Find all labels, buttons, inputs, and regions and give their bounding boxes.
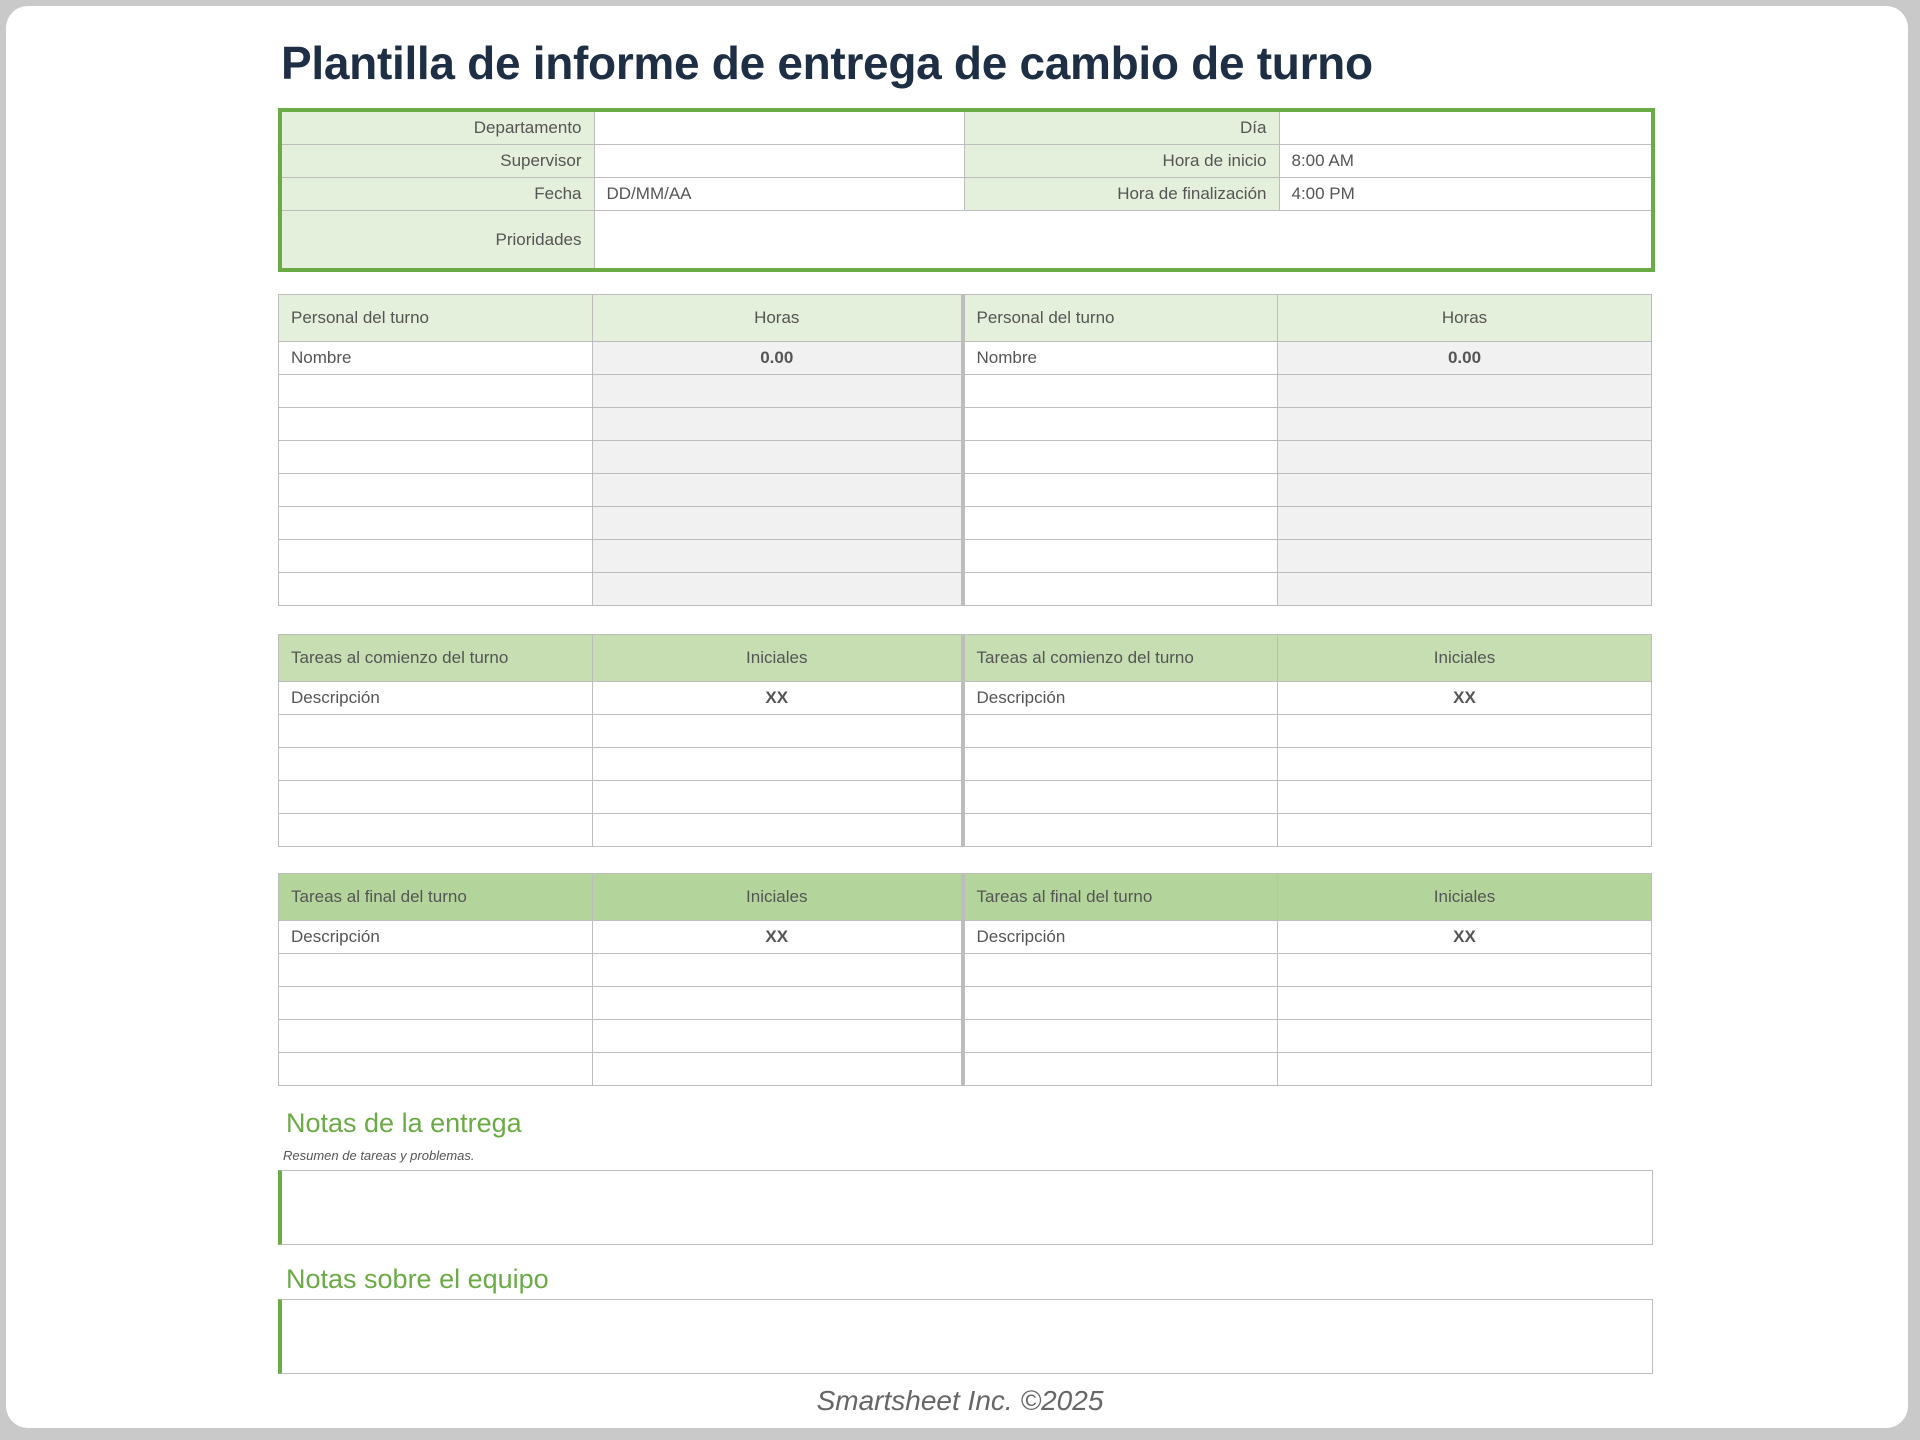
task-description-cell[interactable] — [963, 748, 1278, 781]
table-row — [279, 781, 1652, 814]
staff-name-cell[interactable] — [963, 474, 1278, 507]
staff-hours-cell — [1278, 408, 1652, 441]
staff-name-cell[interactable] — [963, 573, 1278, 606]
staff-name-cell[interactable] — [279, 441, 593, 474]
task-description-cell[interactable] — [279, 748, 593, 781]
task-description-cell[interactable] — [279, 954, 593, 987]
table-row — [279, 507, 1652, 540]
table-row — [279, 715, 1652, 748]
start-initials-header-left: Iniciales — [593, 635, 963, 682]
table-row — [279, 748, 1652, 781]
staff-hours-cell — [1278, 540, 1652, 573]
task-initials-cell[interactable] — [1278, 1020, 1652, 1053]
handover-notes-subtitle: Resumen de tareas y problemas. — [283, 1148, 475, 1163]
staff-name-cell[interactable] — [963, 441, 1278, 474]
fecha-field[interactable]: DD/MM/AA — [594, 178, 964, 211]
departamento-field[interactable] — [594, 110, 964, 145]
staff-hours-cell — [593, 507, 963, 540]
task-initials-cell[interactable] — [593, 715, 963, 748]
task-initials-cell[interactable] — [1278, 814, 1652, 847]
staff-hours-cell — [593, 408, 963, 441]
end-tasks-table — [278, 873, 1652, 1086]
staff-hours-cell — [1278, 507, 1652, 540]
document-page — [6, 6, 1908, 1428]
task-description-cell[interactable] — [279, 781, 593, 814]
staff-hours-cell — [593, 441, 963, 474]
task-initials-cell[interactable] — [593, 987, 963, 1020]
task-description-cell[interactable]: Descripción — [963, 682, 1278, 715]
table-row — [279, 987, 1652, 1020]
handover-notes-title: Notas de la entrega — [286, 1108, 522, 1138]
staff-name-cell[interactable] — [279, 375, 593, 408]
supervisor-field[interactable] — [594, 145, 964, 178]
prioridades-field[interactable] — [594, 211, 1653, 271]
task-initials-cell[interactable] — [1278, 781, 1652, 814]
hora-fin-field[interactable]: 4:00 PM — [1279, 178, 1653, 211]
table-row — [279, 573, 1652, 606]
departamento-label: Departamento — [280, 110, 594, 145]
footer-copyright: Smartsheet Inc. ©2025 — [816, 1385, 1104, 1416]
task-description-cell[interactable]: Descripción — [279, 921, 593, 954]
dia-label: Día — [964, 110, 1279, 145]
table-row — [279, 408, 1652, 441]
task-initials-cell[interactable]: XX — [593, 921, 963, 954]
hora-inicio-field[interactable]: 8:00 AM — [1279, 145, 1653, 178]
staff-hours-cell — [593, 540, 963, 573]
task-description-cell[interactable] — [963, 715, 1278, 748]
staff-name-cell[interactable] — [963, 375, 1278, 408]
end-initials-header-right: Iniciales — [1278, 874, 1652, 921]
task-initials-cell[interactable] — [1278, 987, 1652, 1020]
task-initials-cell[interactable]: XX — [1278, 921, 1652, 954]
task-initials-cell[interactable] — [1278, 748, 1652, 781]
fecha-label: Fecha — [280, 178, 594, 211]
hours-header-right: Horas — [1278, 295, 1652, 342]
hora-fin-label: Hora de finalización — [964, 178, 1279, 211]
dia-field[interactable] — [1279, 110, 1653, 145]
staff-hours-cell — [1278, 474, 1652, 507]
page-title: Plantilla de informe de entrega de cambio de turno — [281, 37, 1373, 89]
hora-inicio-label: Hora de inicio — [964, 145, 1279, 178]
task-description-cell[interactable] — [963, 1020, 1278, 1053]
staff-hours-cell — [1278, 573, 1652, 606]
task-description-cell[interactable] — [279, 987, 593, 1020]
staff-name-cell[interactable]: Nombre — [963, 342, 1278, 375]
equipment-notes-field[interactable] — [278, 1299, 1653, 1374]
task-description-cell[interactable] — [963, 954, 1278, 987]
table-row — [279, 441, 1652, 474]
prioridades-label: Prioridades — [280, 211, 594, 271]
task-initials-cell[interactable]: XX — [593, 682, 963, 715]
staff-hours-cell: 0.00 — [593, 342, 963, 375]
end-task-header-left: Tareas al final del turno — [279, 874, 593, 921]
start-initials-header-right: Iniciales — [1278, 635, 1652, 682]
task-description-cell[interactable]: Descripción — [963, 921, 1278, 954]
task-initials-cell[interactable] — [593, 781, 963, 814]
staff-table — [278, 294, 1652, 606]
staff-name-cell[interactable] — [279, 474, 593, 507]
end-initials-header-left: Iniciales — [593, 874, 963, 921]
task-description-cell[interactable] — [279, 1020, 593, 1053]
staff-name-cell[interactable] — [963, 507, 1278, 540]
task-initials-cell[interactable] — [1278, 1053, 1652, 1086]
task-initials-cell[interactable] — [593, 954, 963, 987]
table-row — [279, 1020, 1652, 1053]
task-initials-cell[interactable] — [593, 814, 963, 847]
staff-name-cell[interactable]: Nombre — [279, 342, 593, 375]
task-description-cell[interactable] — [963, 814, 1278, 847]
task-initials-cell[interactable]: XX — [1278, 682, 1652, 715]
table-row — [279, 375, 1652, 408]
staff-hours-cell: 0.00 — [1278, 342, 1652, 375]
equipment-notes-title: Notas sobre el equipo — [286, 1264, 549, 1294]
task-description-cell[interactable] — [279, 1053, 593, 1086]
task-initials-cell[interactable] — [1278, 715, 1652, 748]
handover-notes-field[interactable] — [278, 1170, 1653, 1245]
table-row — [279, 814, 1652, 847]
task-description-cell[interactable] — [963, 987, 1278, 1020]
staff-hours-cell — [593, 474, 963, 507]
shift-info-table — [278, 108, 1655, 272]
start-tasks-table — [278, 634, 1652, 847]
table-row — [279, 954, 1652, 987]
staff-header-right: Personal del turno — [963, 295, 1278, 342]
staff-name-cell[interactable] — [279, 408, 593, 441]
table-row — [279, 474, 1652, 507]
staff-hours-cell — [593, 375, 963, 408]
task-initials-cell[interactable] — [593, 1053, 963, 1086]
table-row — [279, 1053, 1652, 1086]
staff-hours-cell — [1278, 441, 1652, 474]
task-description-cell[interactable] — [963, 781, 1278, 814]
staff-name-cell[interactable] — [963, 408, 1278, 441]
task-initials-cell[interactable] — [1278, 954, 1652, 987]
table-row — [279, 540, 1652, 573]
staff-header-left: Personal del turno — [279, 295, 593, 342]
staff-hours-cell — [593, 573, 963, 606]
task-description-cell[interactable] — [963, 1053, 1278, 1086]
end-task-header-right: Tareas al final del turno — [963, 874, 1278, 921]
staff-name-cell[interactable] — [279, 540, 593, 573]
staff-name-cell[interactable] — [279, 507, 593, 540]
task-description-cell[interactable] — [279, 814, 593, 847]
start-task-header-left: Tareas al comienzo del turno — [279, 635, 593, 682]
task-description-cell[interactable]: Descripción — [279, 682, 593, 715]
task-initials-cell[interactable] — [593, 1020, 963, 1053]
task-initials-cell[interactable] — [593, 748, 963, 781]
hours-header-left: Horas — [593, 295, 963, 342]
task-description-cell[interactable] — [279, 715, 593, 748]
supervisor-label: Supervisor — [280, 145, 594, 178]
staff-name-cell[interactable] — [963, 540, 1278, 573]
start-task-header-right: Tareas al comienzo del turno — [963, 635, 1278, 682]
staff-name-cell[interactable] — [279, 573, 593, 606]
staff-hours-cell — [1278, 375, 1652, 408]
